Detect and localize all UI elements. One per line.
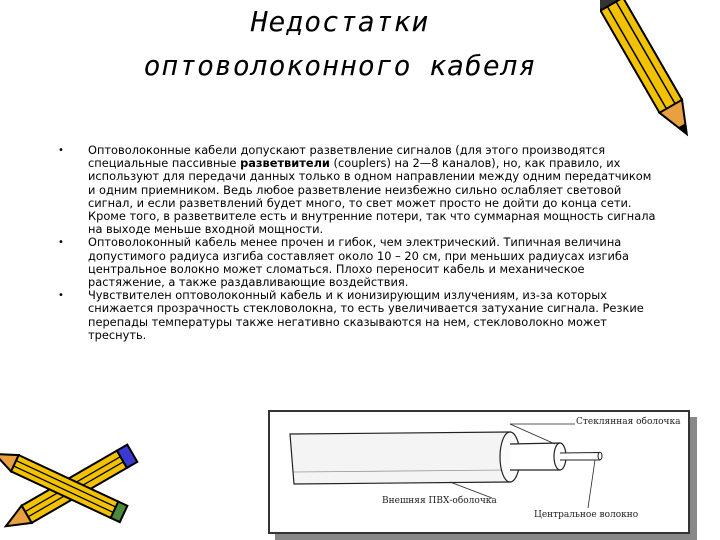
bullet-dot: •: [58, 290, 64, 302]
bullet-dot: •: [58, 145, 64, 156]
title-line-2: оптоволоконного кабеля: [143, 49, 537, 82]
bullet-bold-term: разветвители: [240, 156, 330, 171]
label-pvc-jacket: Внешняя ПВХ-оболочка: [382, 496, 497, 506]
bullet-item-bending: [58, 236, 658, 289]
pencil-icon: [600, 0, 710, 150]
bullet-text-part: Оптоволоконные кабели допускают разветвление сигналов (для этого производятся специальные пассивные: [88, 143, 606, 171]
bullet-dot: •: [58, 237, 64, 249]
slide-title: [60, 0, 620, 88]
label-glass-cladding: Стеклянная оболочка: [576, 417, 681, 427]
fiber-cable-diagram: [268, 410, 690, 534]
title-line-1: Недостатки: [250, 5, 430, 38]
bullet-text: Оптоволоконный кабель менее прочен и гибок, чем электрический. Типичная величина допустимого радиуса изгиба составляет около 10 – 20 см, при меньших радиусах изгиба центральное волокно может сломаться. Плохо переносит кабель и механическое растяжение, а также раздавливающие воздействия.: [88, 235, 629, 290]
crossed-pencils-icon: [0, 428, 150, 540]
bullet-text: Чувствителен оптоволоконный кабель и к ионизирующим излучениям, из-за которых снижается прозрачность стекловолокна, то есть увеличивается затухание сигнала. Резкие перепады температуры также негативно сказываются на нем, стекловолокно может треснуть.: [88, 288, 644, 342]
bullet-item-radiation: [58, 289, 658, 342]
bullet-text-part: (couplers) на 2—8 каналов), но, как правило, их используют для передачи данных только в одном направлении между одним передатчиком и одним приемником. Ведь любое разветвление неизбежно сильно ослабляет световой сигнал, и если разветвлений будет много, то свет может просто не дойти до конца сети. Кроме того, в разветвителе есть и внутренние потери, так что суммарная мощность сигнала на выходе меньше входной мощности.: [88, 156, 656, 237]
bullet-list: [58, 144, 658, 342]
label-central-fiber: Центральное волокно: [534, 510, 639, 520]
bullet-item-splitting: [58, 144, 658, 236]
